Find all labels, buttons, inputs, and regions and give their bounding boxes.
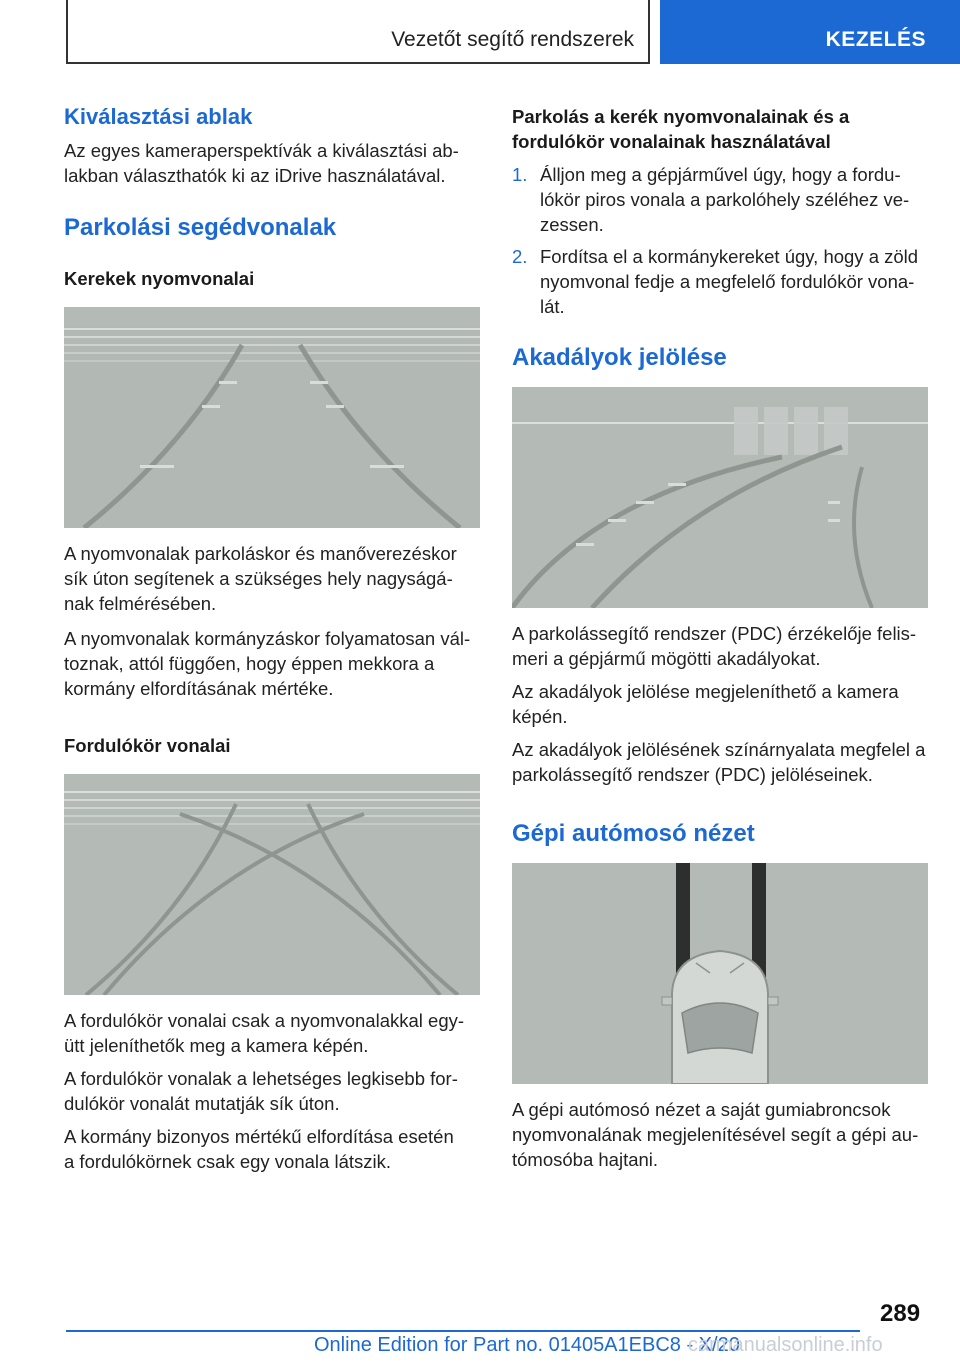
paragraph-wheel-2: A nyomvonalak kormányzáskor folyamatosan vál- toznak, attól függően, hogy éppen mekkora a kormány elfordításának mértéke.	[64, 628, 471, 699]
heading-obstacle-marking: Akadályok jelölése	[512, 344, 727, 371]
paragraph-obstacles-1: A parkolássegítő rendszer (PDC) érzékelője felis- meri a gépjármű mögötti akadályokat.	[512, 623, 917, 669]
figure-car-wash-view	[512, 863, 928, 1084]
section-title: KEZELÉS	[825, 28, 926, 51]
car-top-view-icon	[662, 951, 778, 1084]
list-item	[512, 244, 928, 324]
figure-turning-circle	[64, 774, 480, 995]
obstacle-marking-illustration	[512, 387, 928, 608]
heading-using-tracks: Parkolás a kerék nyomvonalainak és a fordulókör vonalainak használatával	[512, 106, 850, 152]
paragraph-obstacles-3: Az akadályok jelölésének színárnyalata megfelel a parkolássegítő rendszer (PDC) jelöléseinek.	[512, 739, 926, 785]
heading-parking-guides: Parkolási segédvonalak	[64, 214, 337, 241]
footer-edition: Online Edition for Part no. 01405A1EBC8 - X/20	[314, 1334, 740, 1356]
step-number: 1.	[512, 164, 528, 185]
paragraph-turning-3: A kormány bizonyos mértékű elfordítása esetén a fordulókörnek csak egy vonala látszik.	[64, 1126, 454, 1172]
page-header	[0, 0, 960, 68]
watermark: carmanualsonline.info	[688, 1334, 883, 1356]
heading-car-wash-view: Gépi autómosó nézet	[512, 820, 755, 847]
figure-obstacle-marking	[512, 387, 928, 608]
page-number: 289	[880, 1300, 921, 1327]
paragraph-turning-2: A fordulókör vonalak a lehetséges legkisebb for- dulókör vonalát mutatják sík úton.	[64, 1068, 458, 1114]
heading-wheel-tracks: Kerekek nyomvonalai	[64, 268, 255, 289]
chapter-tab	[66, 0, 650, 64]
step-text: Álljon meg a gépjárművel úgy, hogy a fordu- lókör piros vonala a parkolóhely széléhez ve- zessen.	[540, 164, 910, 235]
heading-selection-window: Kiválasztási ablak	[64, 104, 253, 129]
paragraph-car-wash: A gépi autómosó nézet a saját gumiabroncsok nyomvonalának megjelenítésével segít a gépi au- tómosóba hajtani.	[512, 1099, 919, 1170]
turning-circle-illustration	[64, 774, 480, 995]
paragraph-obstacles-2: Az akadályok jelölése megjeleníthető a kamera képén.	[512, 681, 899, 727]
section-tab	[660, 0, 960, 64]
list-item	[512, 162, 928, 242]
paragraph-wheel-1: A nyomvonalak parkoláskor és manőverezéskor sík úton segítenek a szükséges hely nagyságá- nak felmérésében.	[64, 543, 457, 614]
paragraph-turning-1: A fordulókör vonalai csak a nyomvonalakkal egy- ütt jeleníthetők meg a kamera képén.	[64, 1010, 465, 1056]
chapter-title: Vezetőt segítő rendszerek	[391, 28, 634, 51]
footer-divider	[66, 1330, 860, 1332]
paragraph-selection: Az egyes kameraperspektívák a kiválasztási ab- lakban választhatók ki az iDrive használatával.	[64, 140, 459, 186]
figure-wheel-tracks	[64, 307, 480, 528]
step-number: 2.	[512, 246, 528, 267]
car-wash-illustration	[512, 863, 928, 1084]
heading-turning-circle: Fordulókör vonalai	[64, 735, 231, 756]
wheel-tracks-illustration	[64, 307, 480, 528]
step-text: Fordítsa el a kormánykereket úgy, hogy a zöld nyomvonal fedje a megfelelő fordulókör vona- lát.	[540, 246, 919, 317]
